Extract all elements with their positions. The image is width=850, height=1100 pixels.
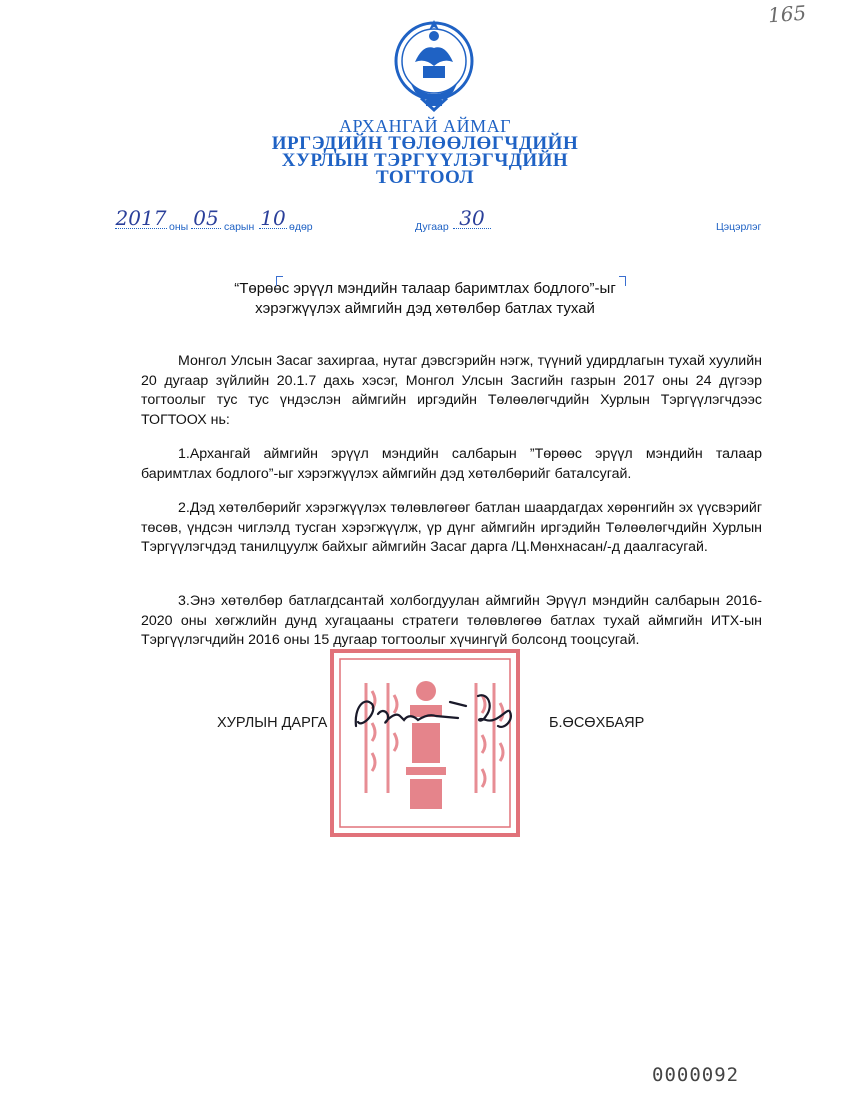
signatory-name: Б.ӨСӨХБАЯР bbox=[549, 715, 645, 731]
clause-1: 1.Архангай аймгийн эрүүл мэндийн салбарын ”Төрөөс эрүүл мэндийн талаар баримтлах бодлого”-ыг хэрэгжүүлэх аймгийн дэд хөтөлбөрийг баталсугай. bbox=[141, 446, 762, 482]
date-month: 05 bbox=[191, 208, 221, 229]
dateline bbox=[0, 208, 850, 236]
date-year: 2017 bbox=[115, 206, 167, 230]
title-line-1: “Төрөөс эрүүл мэндийн талаар баримтлах бодлого”-ыг bbox=[234, 280, 616, 297]
handwritten-signature bbox=[338, 686, 548, 746]
date-day-label: өдөр bbox=[289, 221, 313, 233]
issuer-header bbox=[0, 117, 850, 186]
header-line-aimag: АРХАНГАЙ АЙМАГ bbox=[338, 116, 512, 136]
state-emblem-icon bbox=[393, 14, 475, 114]
page-number: 165 bbox=[767, 0, 807, 28]
header-line-council: ИРГЭДИЙН ТӨЛӨӨЛӨГЧДИЙН bbox=[271, 133, 579, 154]
place-name: Цэцэрлэг bbox=[716, 221, 762, 233]
signatory-title: ХУРЛЫН ДАРГА bbox=[217, 715, 328, 731]
resolution-number: 30 bbox=[453, 208, 491, 229]
title-bracket-left bbox=[276, 276, 283, 286]
clause-3: 3.Энэ хөтөлбөр батлагдсантай холбогдуулан аймгийн Эрүүл мэндийн салбарын 2016-2020 оны хөгжлийн дунд хугацааны стратеги төлөвлөгөө батлах тухай аймгийн ИТХ-ын Тэргүүлэгчдийн 2016 оны 15 дугаар тогтоолыг хүчингүй болсонд тооцсугай. bbox=[141, 593, 762, 649]
header-line-presidium: ХУРЛЫН ТЭРГҮҮЛЭГЧДИЙН bbox=[281, 150, 569, 171]
number-label: Дугаар bbox=[415, 221, 449, 233]
date-day: 10 bbox=[260, 206, 286, 230]
title-line-2: хэрэгжүүлэх аймгийн дэд хөтөлбөр батлах тухай bbox=[255, 300, 595, 317]
date-month-label: сарын bbox=[224, 221, 255, 233]
title-bracket-right bbox=[619, 276, 626, 286]
header-line-resolution: ТОГТООЛ bbox=[376, 167, 474, 188]
serial-number: 0000092 bbox=[652, 1064, 740, 1086]
document-title bbox=[0, 279, 850, 319]
clause-2: 2.Дэд хөтөлбөрийг хэрэгжүүлэх төлөвлөгөөг батлан шаардагдах хөрөнгийн эх үүсвэрийг төсөв, үндсэн чиглэлд тусган хэрэгжүүлж, үр дүнг аймгийн иргэдийн Төлөөлөгчдийн Хурлын Тэргүүлэгчдэд танилцуулж байхыг аймгийн Засаг дарга /Ц.Мөнхнасан/-д даалгасугай. bbox=[141, 500, 762, 556]
preamble-paragraph: Монгол Улсын Засаг захиргаа, нутаг дэвсгэрийн нэгж, түүний удирдлагын тухай хуулийн 20 дугаар зүйлийн 20.1.7 дахь хэсэг, Монгол Улсын Засгийн газрын 2017 оны 24 дүгээр тогтоолыг тус тус үндэслэн аймгийн иргэдийн Төлөөлөгчдийн Хурлын Тэргүүлэгчдээс ТОГТООХ нь: bbox=[141, 353, 762, 428]
date-year-label: оны bbox=[169, 221, 189, 233]
